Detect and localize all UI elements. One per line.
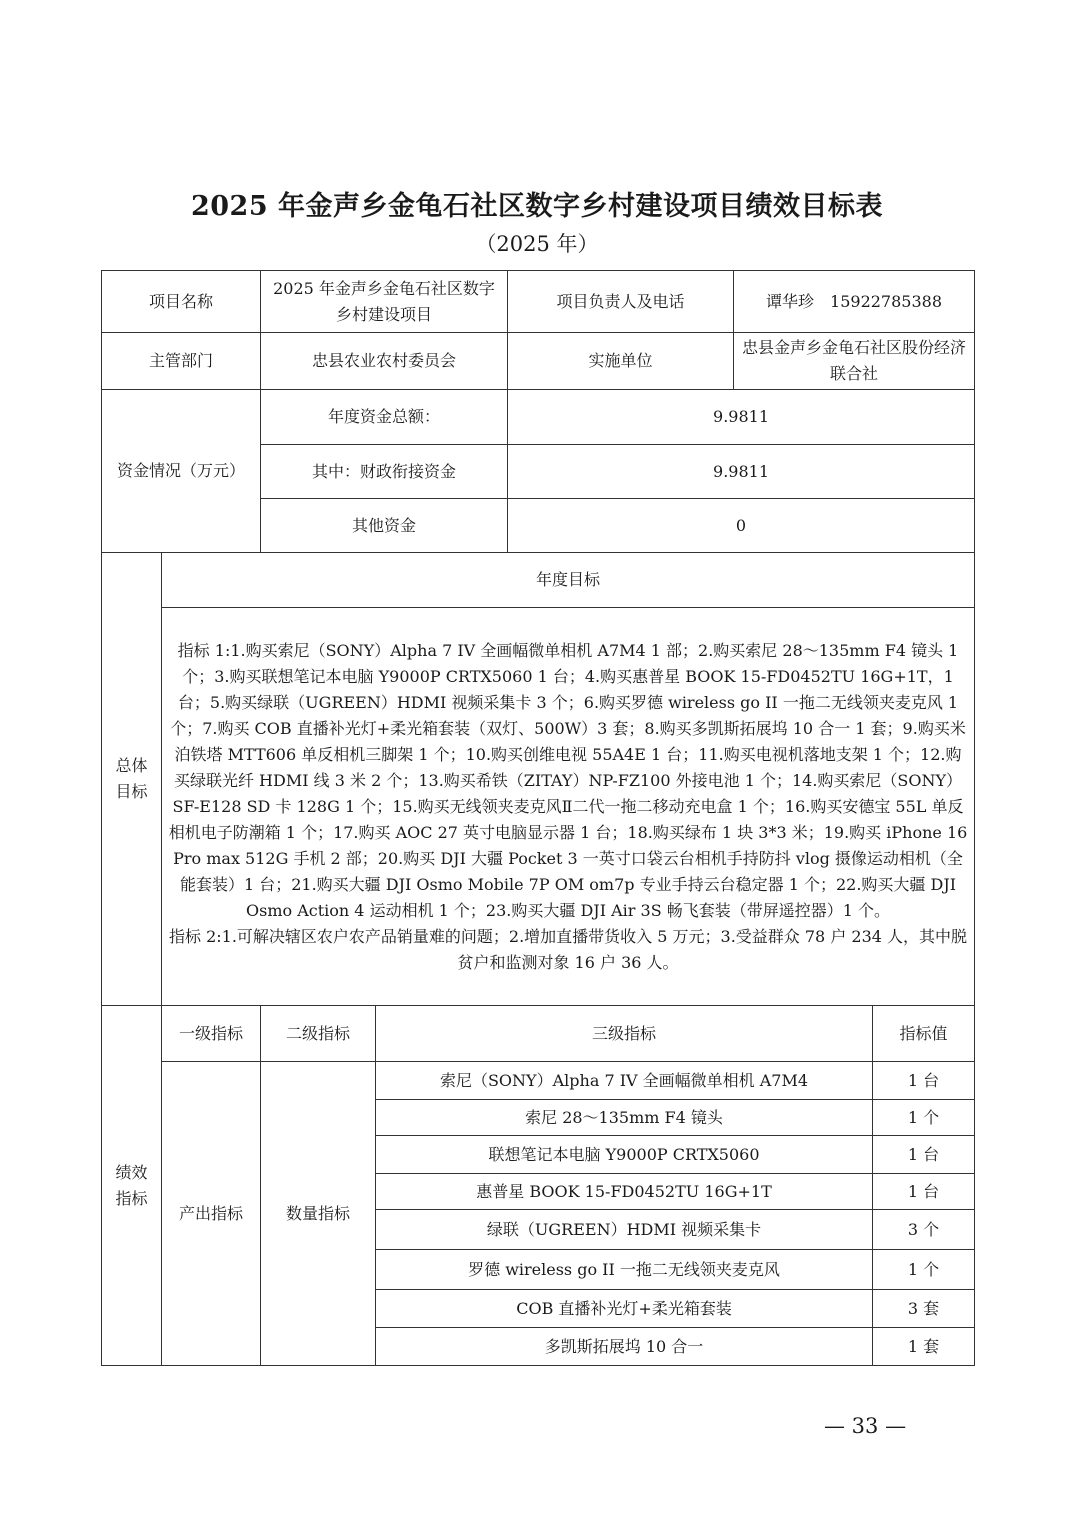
impl-unit-label: 实施单位 [508, 333, 734, 390]
item-value: 1 个 [873, 1250, 975, 1290]
level2-quantity-cell: 数量指标 [261, 1062, 376, 1366]
performance-indicator-label: 绩效指标 [102, 1006, 162, 1366]
item-name: COB 直播补光灯+柔光箱套装 [376, 1290, 873, 1328]
item-value: 3 个 [873, 1210, 975, 1250]
dept-value: 忠县农业农村委员会 [261, 333, 508, 390]
header-level3: 三级指标 [376, 1006, 873, 1062]
item-value: 1 台 [873, 1136, 975, 1174]
funds-fiscal-label: 其中：财政衔接资金 [261, 445, 508, 499]
item-name: 索尼（SONY）Alpha 7 IV 全画幅微单相机 A7M4 [376, 1062, 873, 1100]
funds-other-label: 其他资金 [261, 499, 508, 553]
performance-target-table [101, 270, 975, 1366]
item-value: 1 套 [873, 1328, 975, 1366]
funds-other-value: 0 [508, 499, 975, 553]
project-name-value: 2025 年金声乡金龟石社区数字乡村建设项目 [261, 271, 508, 333]
annual-goal-header: 年度目标 [162, 553, 975, 608]
level1-output-cell: 产出指标 [162, 1062, 261, 1366]
item-value: 3 套 [873, 1290, 975, 1328]
project-leader-value: 谭华珍 15922785388 [734, 271, 975, 333]
dept-label: 主管部门 [102, 333, 261, 390]
page-subtitle: （2025 年） [475, 232, 599, 256]
header-level2: 二级指标 [261, 1006, 376, 1062]
item-name: 多凯斯拓展坞 10 合一 [376, 1328, 873, 1366]
funds-total-label: 年度资金总额： [261, 390, 508, 445]
item-value: 1 台 [873, 1062, 975, 1100]
item-value: 1 个 [873, 1100, 975, 1136]
annual-goal-text [162, 608, 975, 1006]
page-number: — 33 — [824, 1414, 907, 1438]
item-value: 1 台 [873, 1174, 975, 1210]
project-name-label: 项目名称 [102, 271, 261, 333]
item-name: 绿联（UGREEN）HDMI 视频采集卡 [376, 1210, 873, 1250]
funds-label: 资金情况（万元） [102, 390, 261, 553]
funds-total-value: 9.9811 [508, 390, 975, 445]
project-leader-label: 项目负责人及电话 [508, 271, 734, 333]
item-name: 罗德 wireless go II 一拖二无线领夹麦克风 [376, 1250, 873, 1290]
page-title: 2025 年金声乡金龟石社区数字乡村建设项目绩效目标表 [190, 191, 884, 222]
overall-goal-label: 总体目标 [102, 553, 162, 1006]
impl-unit-value: 忠县金声乡金龟石社区股份经济联合社 [734, 333, 975, 390]
item-name: 惠普星 BOOK 15-FD0452TU 16G+1T [376, 1174, 873, 1210]
funds-fiscal-value: 9.9811 [508, 445, 975, 499]
header-level1: 一级指标 [162, 1006, 261, 1062]
indicator-2-text: 指标 2:1.可解决辖区农户农产品销量难的问题；2.增加直播带货收入 5 万元；3.受益群众 78 户 234 人，其中脱贫户和监测对象 16 户 36 人。 [168, 926, 968, 972]
header-value: 指标值 [873, 1006, 975, 1062]
item-name: 联想笔记本电脑 Y9000P CRTX5060 [376, 1136, 873, 1174]
indicator-1-text: 指标 1:1.购买索尼（SONY）Alpha 7 IV 全画幅微单相机 A7M4 1 部；2.购买索尼 28～135mm F4 镜头 1 个；3.购买联想笔记本电脑 Y9000P CRTX5060 1 台；4.购买惠普星 BOOK 15-FD0452TU 16G+1T，1 台；5.购买绿联（UGREEN）HDMI 视频采集卡 3 个；6.购买罗德 wireless go II 一拖二无线领夹麦克风 1 个；7.购买 COB 直播补光灯+柔光箱套装（双灯、500W）3 套；8.购买多凯斯拓展坞 10 合一 1 套；9.购买米泊铁塔 MTT606 单反相机三脚架 1 个；10.购买创维电视 55A4E 1 台；11.购买电视机落地支架 1 个；12.购买绿联光纤 HDMI 线 3 米 2 个；13.购买希铁（ZITAY）NP-FZ100 外接电池 1 个；14.购买索尼（SONY）SF-E128 SD 卡 128G 1 个；15.购买无线领夹麦克风Ⅱ二代一拖二移动充电盒 1 个；16.购买安德宝 55L 单反相机电子防潮箱 1 个；17.购买 AOC 27 英寸电脑显示器 1 台；18.购买绿布 1 块 3*3 米；19.购买 iPhone 16 Pro max 512G 手机 2 部；20.购买 DJI 大疆 Pocket 3 一英寸口袋云台相机手持防抖 vlog 摄像运动相机（全能套装）1 台；21.购买大疆 DJI Osmo Mobile 7P OM om7p 专业手持云台稳定器 1 个；22.购买大疆 DJI Osmo Action 4 运动相机 1 个；23.购买大疆 DJI Air 3S 畅飞套装（带屏遥控器）1 个。 [168, 640, 968, 920]
item-name: 索尼 28～135mm F4 镜头 [376, 1100, 873, 1136]
